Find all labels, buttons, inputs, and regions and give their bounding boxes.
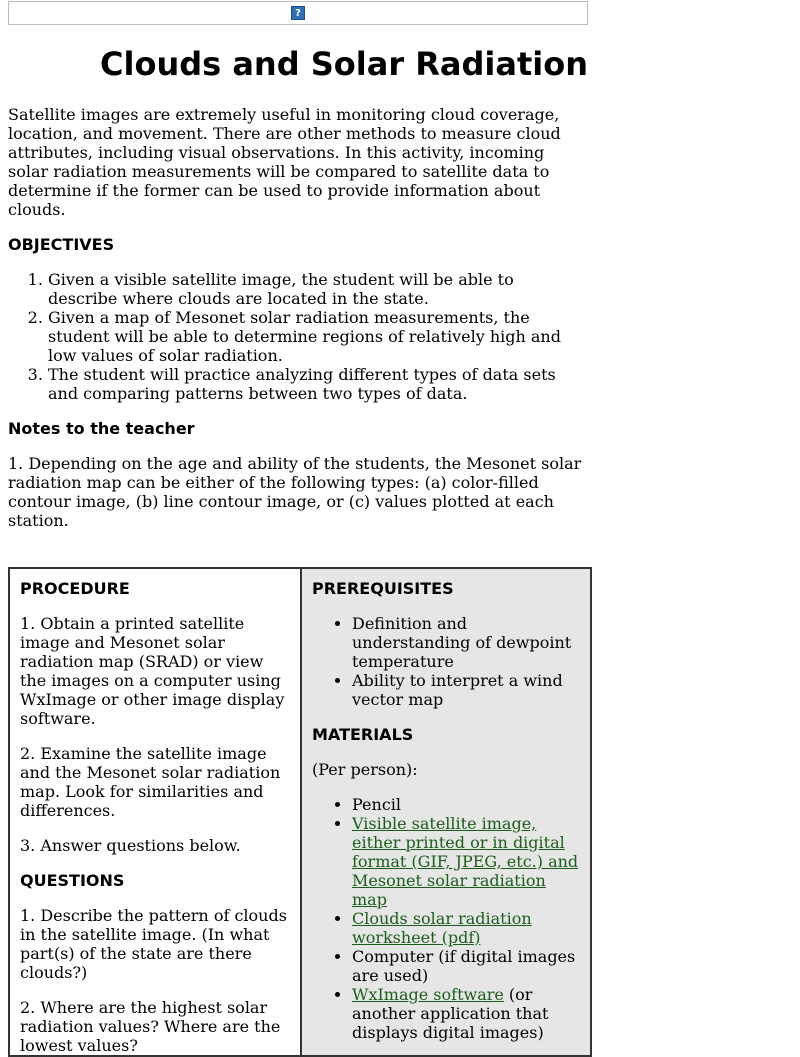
worksheet-link[interactable]: Clouds solar radiation worksheet (pdf)	[352, 909, 532, 947]
objective-item: 1. Given a visible satellite image, the student will be able to describe where clouds are located in the state.	[48, 270, 588, 308]
procedure-column	[9, 568, 301, 1056]
notes-text: 1. Depending on the age and ability of the students, the Mesonet solar radiation map can be either of the following types: (a) color-filled contour image, (b) line contour image, or (c) values plotted at each station.	[8, 454, 582, 530]
software-note: (or another application that displays digital images)	[352, 985, 549, 1042]
questions-heading: QUESTIONS	[20, 871, 125, 890]
objective-item: 2. Given a map of Mesonet solar radiation measurements, the student will be able to determine regions of relatively high and low values of solar radiation.	[48, 308, 588, 365]
activity-table	[8, 567, 592, 1057]
question-item: 2. Where are the highest solar radiation values? Where are the lowest values?	[20, 998, 281, 1055]
objective-item: 3. The student will practice analyzing different types of data sets and comparing patterns between two types of data.	[48, 365, 588, 403]
material-item	[352, 909, 580, 947]
material-item: • Pencil	[352, 795, 580, 814]
prerequisites-heading: PREREQUISITES	[312, 579, 454, 598]
page	[8, 0, 588, 1057]
wximage-software-link[interactable]: WxImage software	[352, 985, 504, 1004]
prerequisite-item: • Definition and understanding of dewpoint temperature	[352, 614, 580, 671]
procedure-step: 3. Answer questions below.	[20, 836, 241, 855]
materials-column	[301, 568, 591, 1056]
materials-per-person: (Per person):	[312, 760, 418, 779]
objectives-list	[8, 270, 588, 403]
procedure-heading: PROCEDURE	[20, 579, 130, 598]
procedure-step: 2. Examine the satellite image and the Mesonet solar radiation map. Look for similarities and differences.	[20, 744, 281, 820]
material-item	[352, 814, 580, 909]
page-title: Clouds and Solar Radiation	[100, 45, 588, 83]
intro-paragraph: Satellite images are extremely useful in monitoring cloud coverage, location, and movement. There are other methods to measure cloud attributes, including visual observations. In this activity, incoming solar radiation measurements will be compared to satellite data to determine if the former can be used to provide information about clouds.	[8, 105, 561, 219]
material-item	[352, 985, 580, 1042]
notes-heading: Notes to the teacher	[8, 419, 195, 438]
material-item: • Computer (if digital images are used)	[352, 947, 580, 985]
objectives-heading: OBJECTIVES	[8, 235, 115, 254]
procedure-step: 1. Obtain a printed satellite image and Mesonet solar radiation map (SRAD) or view the images on a computer using WxImage or other image display software.	[20, 614, 285, 728]
prerequisite-item: • Ability to interpret a wind vector map	[352, 671, 580, 709]
help-question-icon[interactable]: ?	[291, 6, 305, 20]
prerequisites-list	[312, 614, 580, 709]
materials-list	[312, 795, 580, 1042]
materials-heading: MATERIALS	[312, 725, 414, 744]
satellite-image-link[interactable]: Visible satellite image, either printed or in digital format (GIF, JPEG, etc.) and Mesonet solar radiation map	[352, 814, 579, 909]
banner	[8, 1, 588, 25]
question-item: 1. Describe the pattern of clouds in the satellite image. (In what part(s) of the state are there clouds?)	[20, 906, 287, 982]
